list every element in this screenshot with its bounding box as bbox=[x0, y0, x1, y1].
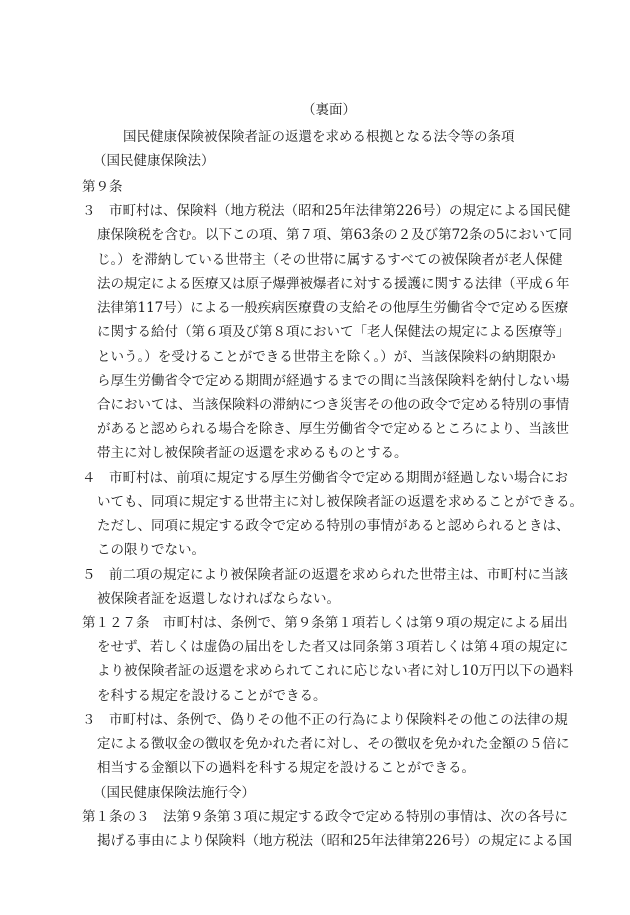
article-9-para-3-line: ら厚生労働省令で定める期間が経過するまでの間に当該保険料を納付しない場 bbox=[97, 373, 570, 389]
article-9-para-3-line: があると認められる場合を除き、厚生労働省令で定めるところにより、当該世 bbox=[97, 421, 569, 437]
article-9-para-4-line: この限りでない。 bbox=[97, 542, 205, 558]
article-9-para-3-line: 合においては、当該保険料の滞納につき災害その他の政令で定める特別の事情 bbox=[97, 397, 570, 413]
article-9-heading: 第９条 bbox=[82, 179, 123, 195]
article-9-para-3-line: 法律第117号）による一般疾病医療費の支給その他厚生労働省令で定める医療 bbox=[97, 300, 569, 316]
document-title: 国民健康保険被保険者証の返還を求める根拠となる法令等の条項 bbox=[123, 129, 515, 145]
article-9-para-3-line: という。）を受けることができる世帯主を除く。）が、当該保険料の納期限か bbox=[97, 349, 556, 365]
article-9-para-4-line: ただし、同項に規定する政令で定める特別の事情があると認められるときは、 bbox=[97, 518, 570, 534]
article-9-para-4-line: いても、同項に規定する世帯主に対し被保険者証の返還を求めることができる。 bbox=[97, 494, 583, 510]
article-9-para-3-line: ３ 市町村は、保険料（地方税法（昭和25年法律第226号）の規定による国民健 bbox=[82, 203, 571, 219]
order-article-1-3-line: 掲げる事由により保険料（地方税法（昭和25年法律第226号）の規定による国 bbox=[97, 833, 572, 849]
article-9-para-3-line: 法の規定による医療又は原子爆弾被爆者に対する援護に関する法律（平成６年 bbox=[97, 276, 570, 292]
order-article-1-3-line: 第１条の３ 法第９条第３項に規定する政令で定める特別の事情は、次の各号に bbox=[82, 809, 568, 825]
order-heading: （国民健康保険法施行令） bbox=[93, 785, 255, 801]
act-heading: （国民健康保険法） bbox=[93, 153, 215, 169]
article-127-para-3-line: 相当する金額以下の過料を科する規定を設けることができる。 bbox=[97, 760, 475, 776]
article-9-para-3-line: 康保険税を含む。以下この項、第７項、第63条の２及び第72条の5において同 bbox=[97, 227, 572, 243]
article-9-para-5-line: 被保険者証を返還しなければならない。 bbox=[97, 591, 340, 607]
article-127-para-3-line: ３ 市町村は、条例で、偽りその他不正の行為により保険料その他この法律の規 bbox=[82, 712, 568, 728]
article-127-para-1-line: をせず、若しくは虚偽の届出をした者又は同条第３項若しくは第４項の規定に bbox=[97, 639, 569, 655]
article-9-para-5-line: ５ 前二項の規定により被保険者証の返還を求められた世帯主は、市町村に当該 bbox=[82, 567, 568, 583]
article-9-para-3-line: 帯主に対し被保険者証の返還を求めるものとする。 bbox=[97, 445, 408, 461]
article-127-para-3-line: 定による徴収金の徴収を免かれた者に対し、その徴収を免かれた金額の５倍に bbox=[97, 736, 570, 752]
article-9-para-3-line: に関する給付（第６項及び第８項において「老人保健法の規定による医療等」 bbox=[97, 324, 570, 340]
article-9-para-3-line: じ。）を滞納している世帯主（その世帯に属するすべての被保険者が老人保健 bbox=[97, 252, 563, 268]
side-label: （裏面） bbox=[302, 102, 356, 118]
article-9-para-4-line: ４ 市町村は、前項に規定する厚生労働省令で定める期間が経過しない場合にお bbox=[82, 470, 568, 486]
article-127-para-1-line: を科する規定を設けることができる。 bbox=[97, 688, 327, 704]
article-127-para-1-line: 第１２７条 市町村は、条例で、第９条第１項若しくは第９項の規定による届出 bbox=[82, 615, 568, 631]
article-127-para-1-line: より被保険者証の返還を求められてこれに応じない者に対し10万円以下の過料 bbox=[97, 663, 574, 679]
